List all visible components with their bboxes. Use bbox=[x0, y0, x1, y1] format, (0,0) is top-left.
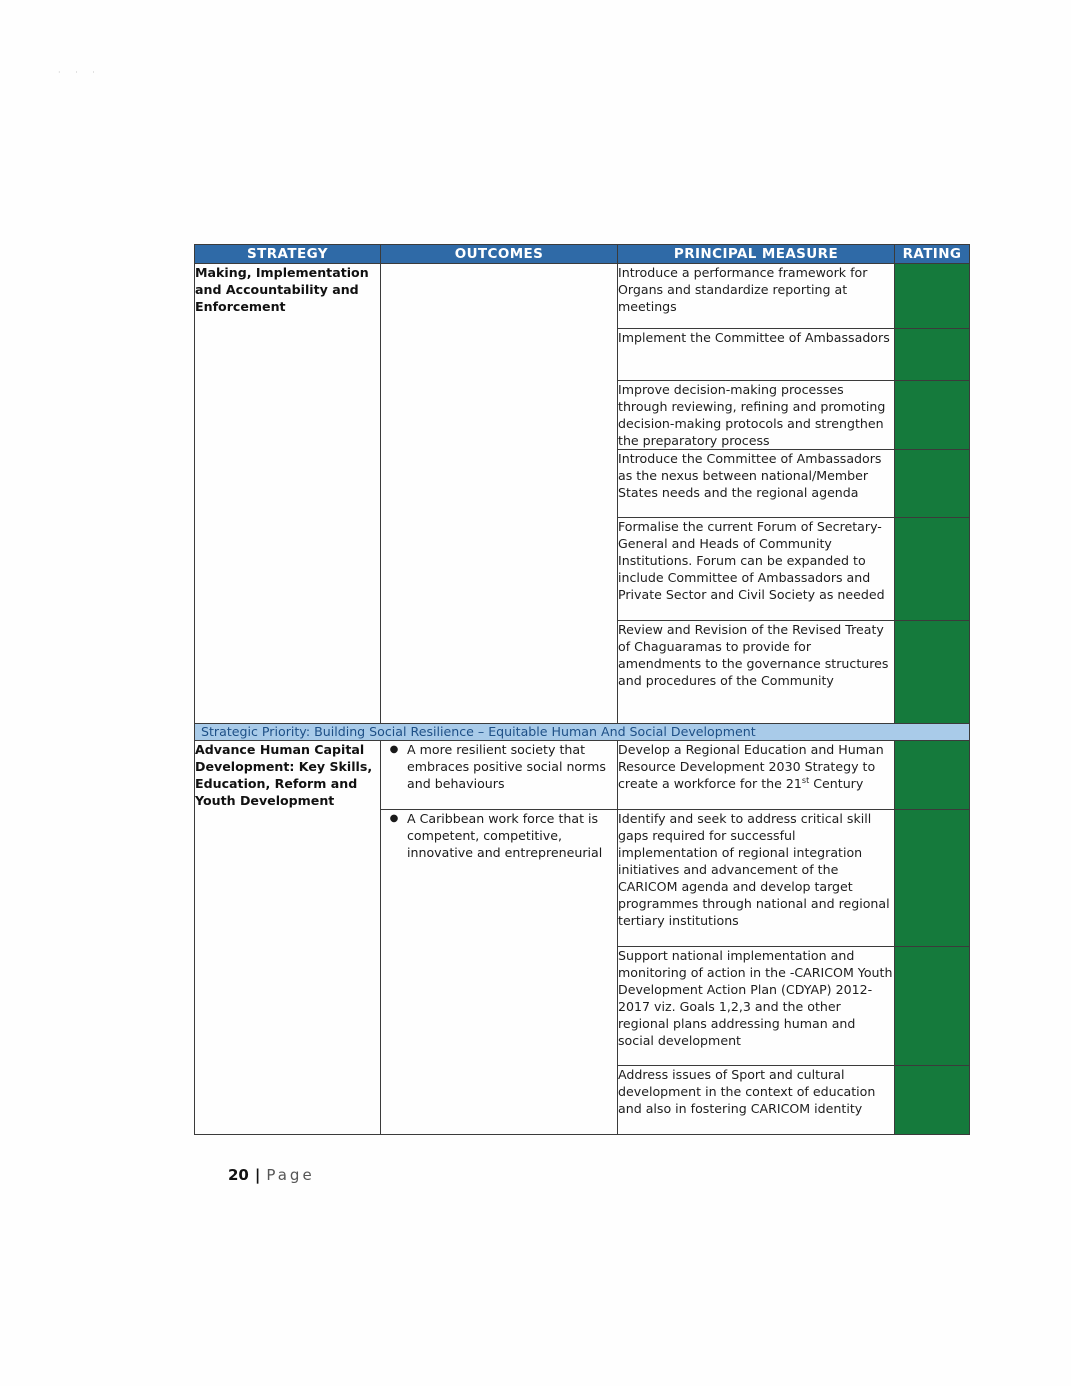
strategy-cell: Making, Implementation and Accountability and Enforcement bbox=[195, 264, 381, 724]
measure-cell: Address issues of Sport and cultural development in the context of education and also in fostering CARICOM identity bbox=[618, 1066, 895, 1135]
header-principal-measure: PRINCIPAL MEASURE bbox=[618, 245, 895, 264]
strategic-priority-row bbox=[195, 724, 970, 741]
outcome-text: A Caribbean work force that is competent, competitive, innovative and entrepreneurial bbox=[407, 811, 603, 860]
measure-cell: Improve decision-making processes through reviewing, refining and promoting decision-making protocols and strengthen the preparatory process bbox=[618, 381, 895, 450]
rating-cell bbox=[895, 621, 970, 724]
rating-cell bbox=[895, 329, 970, 381]
measure-cell: Introduce the Committee of Ambassadors as the nexus between national/Member States needs and the regional agenda bbox=[618, 450, 895, 518]
measure-cell: Implement the Committee of Ambassadors bbox=[618, 329, 895, 381]
strategy-table bbox=[194, 244, 970, 1135]
page-number: 20 bbox=[228, 1166, 249, 1184]
outcome-cell bbox=[381, 741, 618, 810]
table-row bbox=[195, 264, 970, 329]
rating-cell bbox=[895, 450, 970, 518]
header-rating: RATING bbox=[895, 245, 970, 264]
bullet-icon: ● bbox=[389, 744, 399, 755]
strategy-cell: Advance Human Capital Development: Key Skills, Education, Reform and Youth Development bbox=[195, 741, 381, 1135]
rating-cell bbox=[895, 518, 970, 621]
measure-text: Develop a Regional Education and Human Resource Development 2030 Strategy to create a workforce for the 21 bbox=[618, 742, 884, 791]
table-row bbox=[195, 741, 970, 810]
page-label: Page bbox=[266, 1166, 315, 1184]
header-outcomes: OUTCOMES bbox=[381, 245, 618, 264]
strategic-priority-label: Strategic Priority: Building Social Resilience – Equitable Human And Social Development bbox=[195, 724, 970, 741]
rating-cell bbox=[895, 741, 970, 810]
measure-superscript: st bbox=[801, 775, 810, 785]
measure-cell: Support national implementation and monitoring of action in the -CARICOM Youth Development Action Plan (CDYAP) 2012-2017 viz. Goals 1,2,3 and the other regional plans addressing human and social development bbox=[618, 947, 895, 1066]
rating-cell bbox=[895, 810, 970, 947]
outcome-item bbox=[381, 810, 617, 861]
bullet-icon: ● bbox=[389, 813, 399, 824]
outcome-text: A more resilient society that embraces positive social norms and behaviours bbox=[407, 742, 606, 791]
page-footer bbox=[228, 1166, 315, 1184]
footer-separator: | bbox=[254, 1166, 261, 1184]
outcome-cell bbox=[381, 810, 618, 1135]
scan-artifact: · · · bbox=[58, 68, 101, 77]
rating-cell bbox=[895, 1066, 970, 1135]
measure-cell: Formalise the current Forum of Secretary-General and Heads of Community Institutions. Forum can be expanded to include Committee of Ambassadors and Private Sector and Civil Society as needed bbox=[618, 518, 895, 621]
rating-cell bbox=[895, 264, 970, 329]
measure-cell: Identify and seek to address critical skill gaps required for successful implementation of regional integration initiatives and advancement of the CARICOM agenda and develop target programmes through national and regional tertiary institutions bbox=[618, 810, 895, 947]
measure-cell: Introduce a performance framework for Organs and standardize reporting at meetings bbox=[618, 264, 895, 329]
measure-cell bbox=[618, 741, 895, 810]
outcome-item bbox=[381, 741, 617, 792]
outcomes-cell-empty bbox=[381, 264, 618, 724]
rating-cell bbox=[895, 381, 970, 450]
header-strategy: STRATEGY bbox=[195, 245, 381, 264]
rating-cell bbox=[895, 947, 970, 1066]
measure-text-tail: Century bbox=[809, 776, 864, 791]
table-header-row bbox=[195, 245, 970, 264]
measure-cell: Review and Revision of the Revised Treaty of Chaguaramas to provide for amendments to the governance structures and procedures of the Community bbox=[618, 621, 895, 724]
